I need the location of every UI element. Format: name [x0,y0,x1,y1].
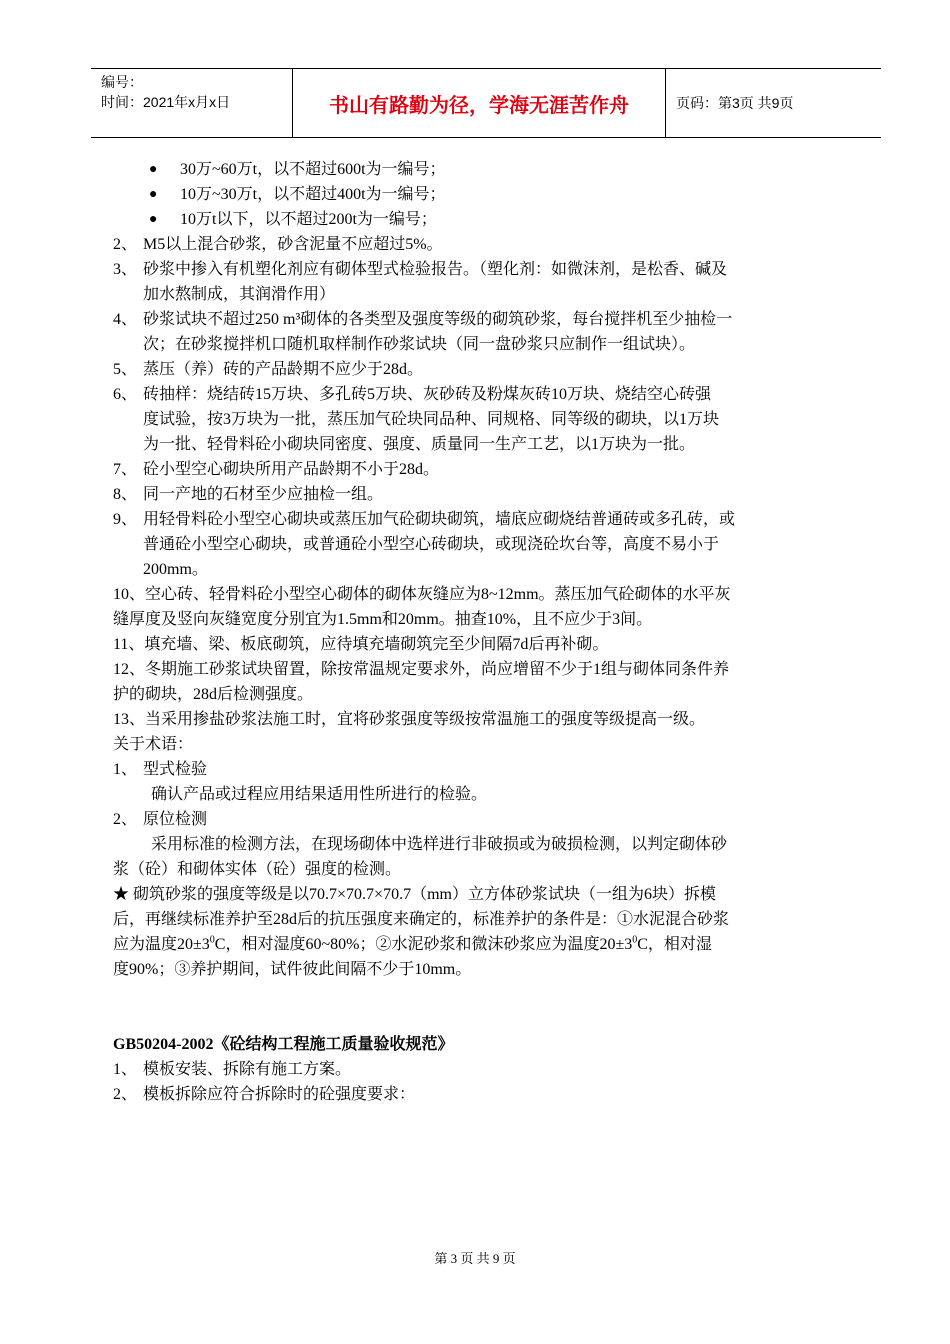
list-item: 9、 用轻骨料砼小型空心砌块或蒸压加气砼砌块砌筑，墙底应砌烧结普通砖或多孔砖，或 普通砼小型空心砌块，或普通砼小型空心砖砌块，或现浇砼坎台等，高度不易小于 200mm。 [113,511,736,578]
list-item: 6、 砖抽样：烧结砖15万块、多孔砖5万块、灰砂砖及粉煤灰砖10万块、烧结空心砖强 度试验，按3万块为一批，蒸压加气砼块同品种、同规格、同等级的砌块，以1万块 为一批、轻骨料砼小砌块同密度、强度、质量同一生产工艺，以1万块为一批。 [113,386,720,453]
page-info: 页码：第3页 共9页 [676,95,794,111]
term-description: 浆（砼）和砌体实体（砼）强度的检测。 [113,861,402,878]
list-item: 3、 砂浆中掺入有机塑化剂应有砌体型式检验报告。（塑化剂：如微沫剂，是松香、碱及 加水熬制成，其润滑作用） [113,261,728,303]
list-item: 12、冬期施工砂浆试块留置，除按常温规定要求外，尚应增留不少于1组与砌体同条件养 护的砌块，28d后检测强度。 [113,661,730,703]
bullet-item: ● 10万~30万t，以不超过400t为一编号； [113,182,863,207]
term-item: 2、 原位检测 [113,811,208,828]
section-item: 1、 模板安装、拆除有施工方案。 [113,1061,352,1078]
bullet-dot-icon: ● [149,212,158,227]
page-info-cell [666,69,881,137]
term-description: 采用标准的检测方法，在现场砌体中选样进行非破损或为破损检测，以判定砌体砂 [151,836,728,853]
section-item: 2、 模板拆除应符合拆除时的砼强度要求： [113,1086,416,1103]
star-note-line: 度90%；③养护期间，试件彼此间隔不少于10mm。 [113,961,472,978]
star-note: ★ 砌筑砂浆的强度等级是以70.7×70.7×70.7（mm）立方体砂浆试块（一组为6块）拆模 [113,886,716,903]
term-item: 1、 型式检验 [113,761,208,778]
bullet-item: ● 10万t以下，以不超过200t为一编号； [113,207,863,232]
bullet-dot-icon: ● [149,162,158,177]
list-item: 11、填充墙、梁、板底砌筑，应待填充墙砌筑完至少间隔7d后再补砌。 [113,636,609,653]
star-note-line: 后，再继续标准养护至28d后的抗压强度来确定的，标准养护的条件是：①水泥混合砂浆 [113,911,730,928]
list-item: 7、 砼小型空心砌块所用产品龄期不小于28d。 [113,461,440,478]
star-note-line: 应为温度$20\pm 3^0C$，相对湿度60~80%；②水泥砂浆和微沫砂浆应为温度$20\pm 3^0C$，相对湿 [113,934,712,953]
page-footer: 第 3 页 共 9 页 [434,1251,516,1266]
list-item: 4、 砂浆试块不超过250 m³砌体的各类型及强度等级的砌筑砂浆，每台搅拌机至少抽检一 次；在砂浆搅拌机口随机取样制作砂浆试块（同一盘砂浆只应制作一组试块）。 [113,311,733,353]
time-label: 时间：2021年x月x日 [101,94,231,110]
motto: 书山有路勤为径，学海无涯苦作舟 [293,69,666,137]
list-item: 8、 同一产地的石材至少应抽检一组。 [113,486,384,503]
bullet-dot-icon: ● [149,187,158,202]
terms-heading: 关于术语： [113,736,194,753]
star-icon: ★ [113,886,130,903]
header-meta-cell [91,69,293,137]
spacer [113,982,863,1032]
list-item: 2、 M5以上混合砂浆，砂含泥量不应超过5%。 [113,236,443,253]
bullet-item: ● 30万~60万t，以不超过600t为一编号； [113,157,863,182]
list-item: 13、当采用掺盐砂浆法施工时，宜将砂浆强度等级按常温施工的强度等级提高一级。 [113,711,706,728]
list-item: 10、空心砖、轻骨料砼小型空心砌体的砌体灰缝应为8~12mm。蒸压加气砼砌体的水平灰 缝厚度及竖向灰缝宽度分别宜为1.5mm和20mm。抽查10%，且不应少于3间。 [113,586,731,628]
section-title: GB50204-2002《砼结构工程施工质量验收规范》 [113,1036,454,1053]
serial-label: 编号： [101,74,143,90]
document-body [113,157,863,1107]
header-table [91,68,881,138]
term-description: 确认产品或过程应用结果适用性所进行的检验。 [151,786,488,803]
list-item: 5、 蒸压（养）砖的产品龄期不应少于28d。 [113,361,424,378]
